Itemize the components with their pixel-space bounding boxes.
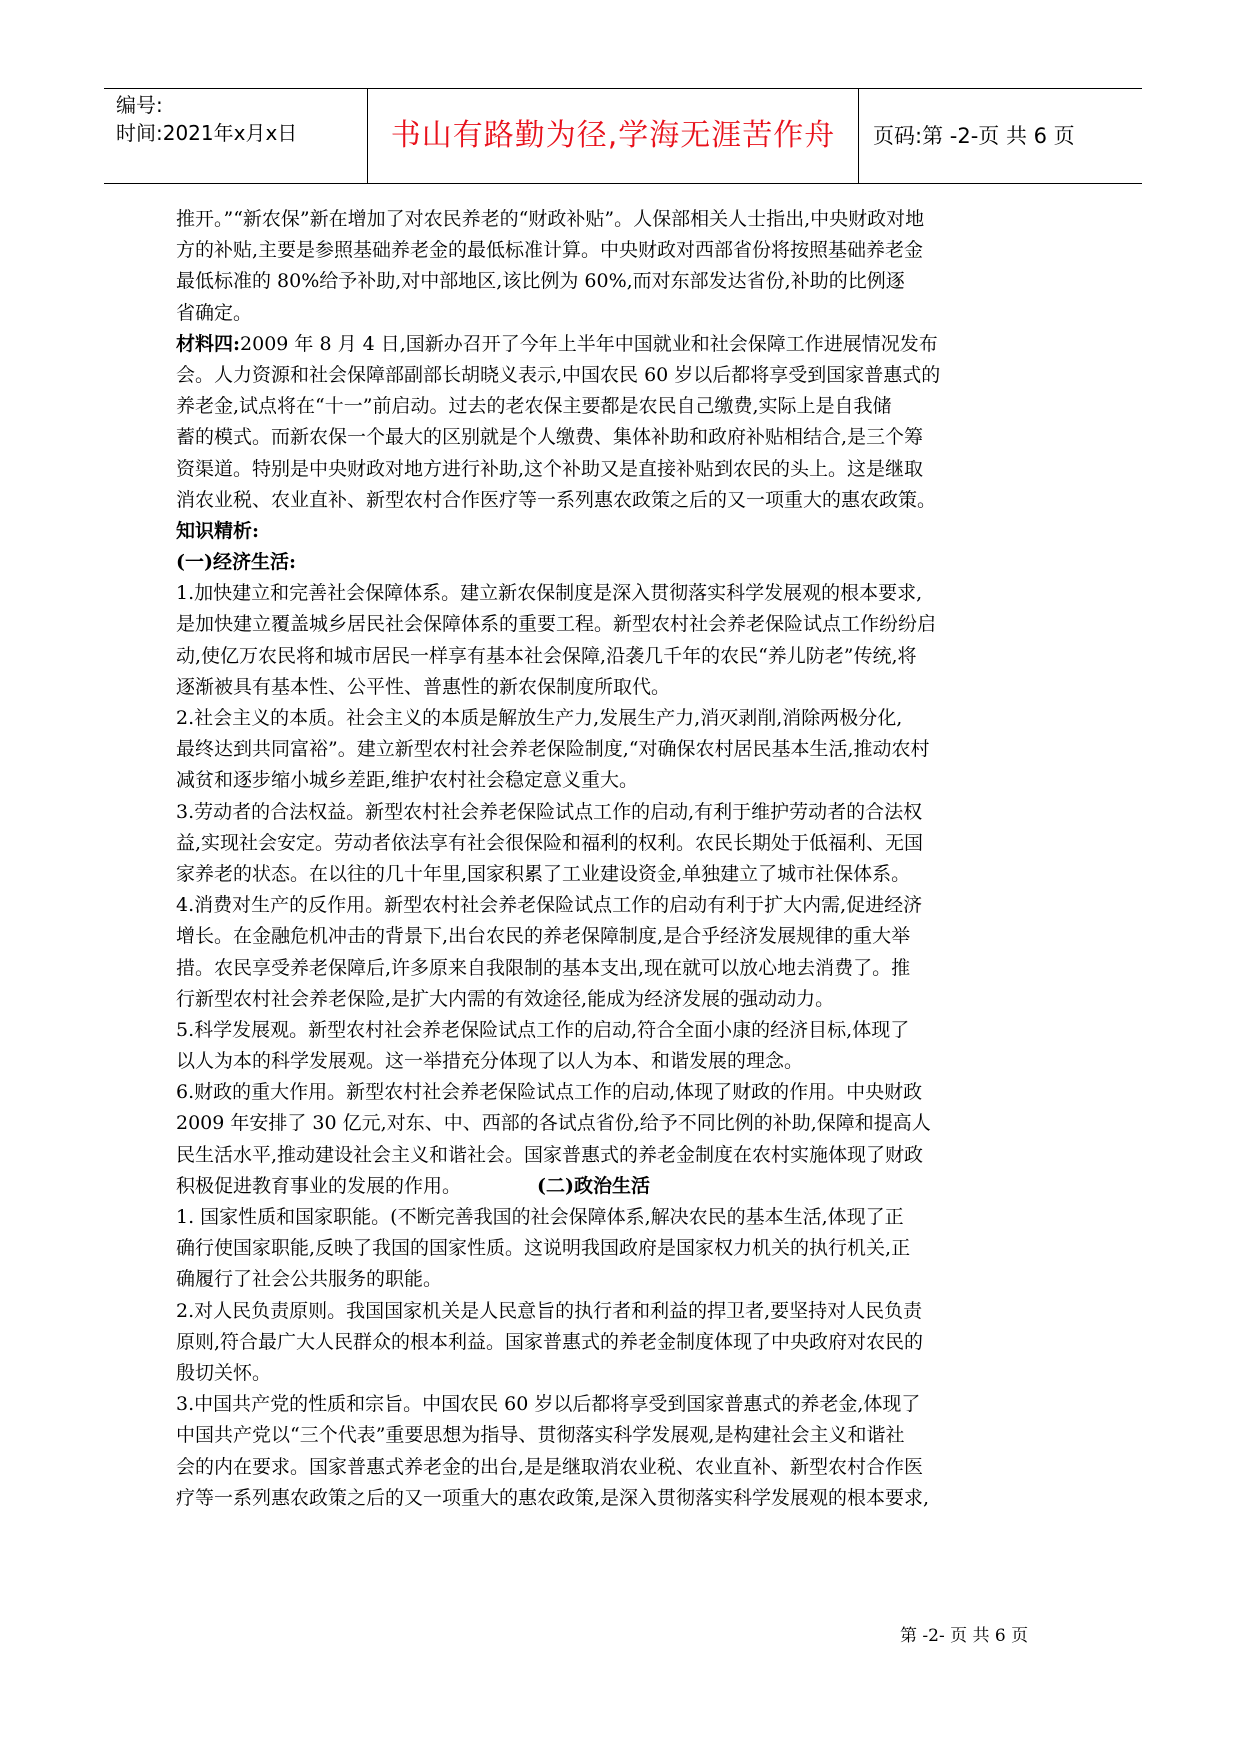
body-line: 益,实现社会安定。劳动者依法享有社会很保险和福利的权利。农民长期处于低福利、无国 [176, 831, 924, 854]
political-life-heading: (二)政治生活 [537, 1174, 650, 1197]
body-line: 是加快建立覆盖城乡居民社会保障体系的重要工程。新型农村社会养老保险试点工作纷纷启 [176, 613, 937, 636]
body-line: 3.劳动者的合法权益。新型农村社会养老保险试点工作的启动,有利于维护劳动者的合法权 [176, 800, 923, 823]
header-motto-cell [368, 89, 859, 183]
body-line: 1. 国家性质和国家职能。(不断完善我国的社会保障体系,解决农民的基本生活,体现了正 [176, 1206, 904, 1228]
body-line: 3.中国共产党的性质和宗旨。中国农民 60 岁以后都将享受到国家普惠式的养老金,体现了 [176, 1393, 921, 1416]
body-line: 5.科学发展观。新型农村社会养老保险试点工作的启动,符合全面小康的经济目标,体现了 [176, 1018, 910, 1041]
body-line: 2009 年安排了 30 亿元,对东、中、西部的各试点省份,给予不同比例的补助,保障和提高人 [176, 1112, 931, 1135]
body-line: 2.社会主义的本质。社会主义的本质是解放生产力,发展生产力,消灭剥削,消除两极分化, [176, 707, 903, 729]
page-header [104, 88, 1142, 184]
header-page-code: 页码:第 -2-页 共 6 页 [873, 124, 1075, 148]
header-page-cell [859, 89, 1142, 183]
body-line: 减贫和逐步缩小城乡差距,维护农村社会稳定意义重大。 [176, 769, 639, 792]
header-meta [104, 89, 368, 183]
document-body [176, 204, 1076, 1514]
body-line: 确履行了社会公共服务的职能。 [176, 1268, 443, 1291]
body-line: 方的补贴,主要是参照基础养老金的最低标准计算。中央财政对西部省份将按照基础养老金 [176, 239, 924, 262]
body-line: 行新型农村社会养老保险,是扩大内需的有效途径,能成为经济发展的强动动力。 [176, 987, 835, 1010]
politics-line [176, 1171, 1076, 1202]
body-line: 最低标准的 80%给予补助,对中部地区,该比例为 60%,而对东部发达省份,补助的比例逐 [176, 270, 905, 293]
body-line: 2.对人民负责原则。我国国家机关是人民意旨的执行者和利益的捍卫者,要坚持对人民负责 [176, 1299, 923, 1322]
body-line: 中国共产党以“三个代表”重要思想为指导、贯彻落实科学发展观,是构建社会主义和谐社 [176, 1424, 905, 1447]
body-line: 省确定。 [176, 301, 253, 324]
material-four-text: 2009 年 8 月 4 日,国新办召开了今年上半年中国就业和社会保障工作进展情况发布 [240, 332, 938, 355]
header-motto: 书山有路勤为径,学海无涯苦作舟 [390, 118, 836, 153]
body-line: 4.消费对生产的反作用。新型农村社会养老保险试点工作的启动有利于扩大内需,促进经济 [176, 894, 923, 917]
body-line: 以人为本的科学发展观。这一举措充分体现了以人为本、和谐发展的理念。 [176, 1050, 804, 1073]
body-line: 推开。”“新农保”新在增加了对农民养老的“财政补贴”。人保部相关人士指出,中央财政对地 [176, 208, 925, 230]
body-line: 最终达到共同富裕”。建立新型农村社会养老保险制度,“对确保农村居民基本生活,推动农村 [176, 738, 930, 761]
body-line: 资渠道。特别是中央财政对地方进行补助,这个补助又是直接补贴到农民的头上。这是继取 [176, 457, 924, 480]
body-line: 会。人力资源和社会保障部副部长胡晓义表示,中国农民 60 岁以后都将享受到国家普惠式的 [176, 363, 941, 386]
body-line: 蓄的模式。而新农保一个最大的区别就是个人缴费、集体补助和政府补贴相结合,是三个筹 [176, 426, 924, 449]
body-line: 6.财政的重大作用。新型农村社会养老保险试点工作的启动,体现了财政的作用。中央财政 [176, 1081, 923, 1104]
body-line: 确行使国家职能,反映了我国的国家性质。这说明我国政府是国家权力机关的执行机关,正 [176, 1237, 911, 1260]
body-line: 动,使亿万农民将和城市居民一样享有基本社会保障,沿袭几千年的农民“养儿防老”传统,将 [176, 644, 917, 667]
economic-life-heading: (一)经济生活: [176, 551, 296, 574]
material-four-label: 材料四: [176, 332, 241, 355]
body-line: 逐渐被具有基本性、公平性、普惠性的新农保制度所取代。 [176, 675, 671, 698]
document-time: 时间:2021年x月x日 [116, 121, 298, 145]
body-line: 会的内在要求。国家普惠式养老金的出台,是是继取消农业税、农业直补、新型农村合作医 [176, 1455, 924, 1478]
body-line: 民生活水平,推动建设社会主义和谐社会。国家普惠式的养老金制度在农村实施体现了财政 [176, 1143, 924, 1166]
page-footer: 第 -2- 页 共 6 页 [900, 1626, 1029, 1646]
document-number-label: 编号: [116, 93, 163, 117]
body-line: 1.加快建立和完善社会保障体系。建立新农保制度是深入贯彻落实科学发展观的根本要求, [176, 582, 923, 605]
body-line: 增长。在金融危机冲击的背景下,出台农民的养老保障制度,是合乎经济发展规律的重大举 [176, 925, 911, 948]
body-line-text: 积极促进教育事业的发展的作用。 [176, 1174, 462, 1197]
body-line: 疗等一系列惠农政策之后的又一项重大的惠农政策,是深入贯彻落实科学发展观的根本要求, [176, 1486, 930, 1509]
body-line: 原则,符合最广大人民群众的根本利益。国家普惠式的养老金制度体现了中央政府对农民的 [176, 1330, 924, 1353]
body-line: 消农业税、农业直补、新型农村合作医疗等一系列惠农政策之后的又一项重大的惠农政策。 [176, 488, 937, 511]
body-line: 殷切关怀。 [176, 1361, 272, 1384]
body-line: 养老金,试点将在“十一”前启动。过去的老农保主要都是农民自己缴费,实际上是自我储 [176, 395, 892, 418]
body-line: 家养老的状态。在以往的几十年里,国家积累了工业建设资金,单独建立了城市社保体系。 [176, 862, 911, 885]
body-line: 措。农民享受养老保障后,许多原来自我限制的基本支出,现在就可以放心地去消费了。推 [176, 956, 911, 979]
knowledge-heading: 知识精析: [176, 519, 260, 542]
material-four-line [176, 329, 1076, 360]
